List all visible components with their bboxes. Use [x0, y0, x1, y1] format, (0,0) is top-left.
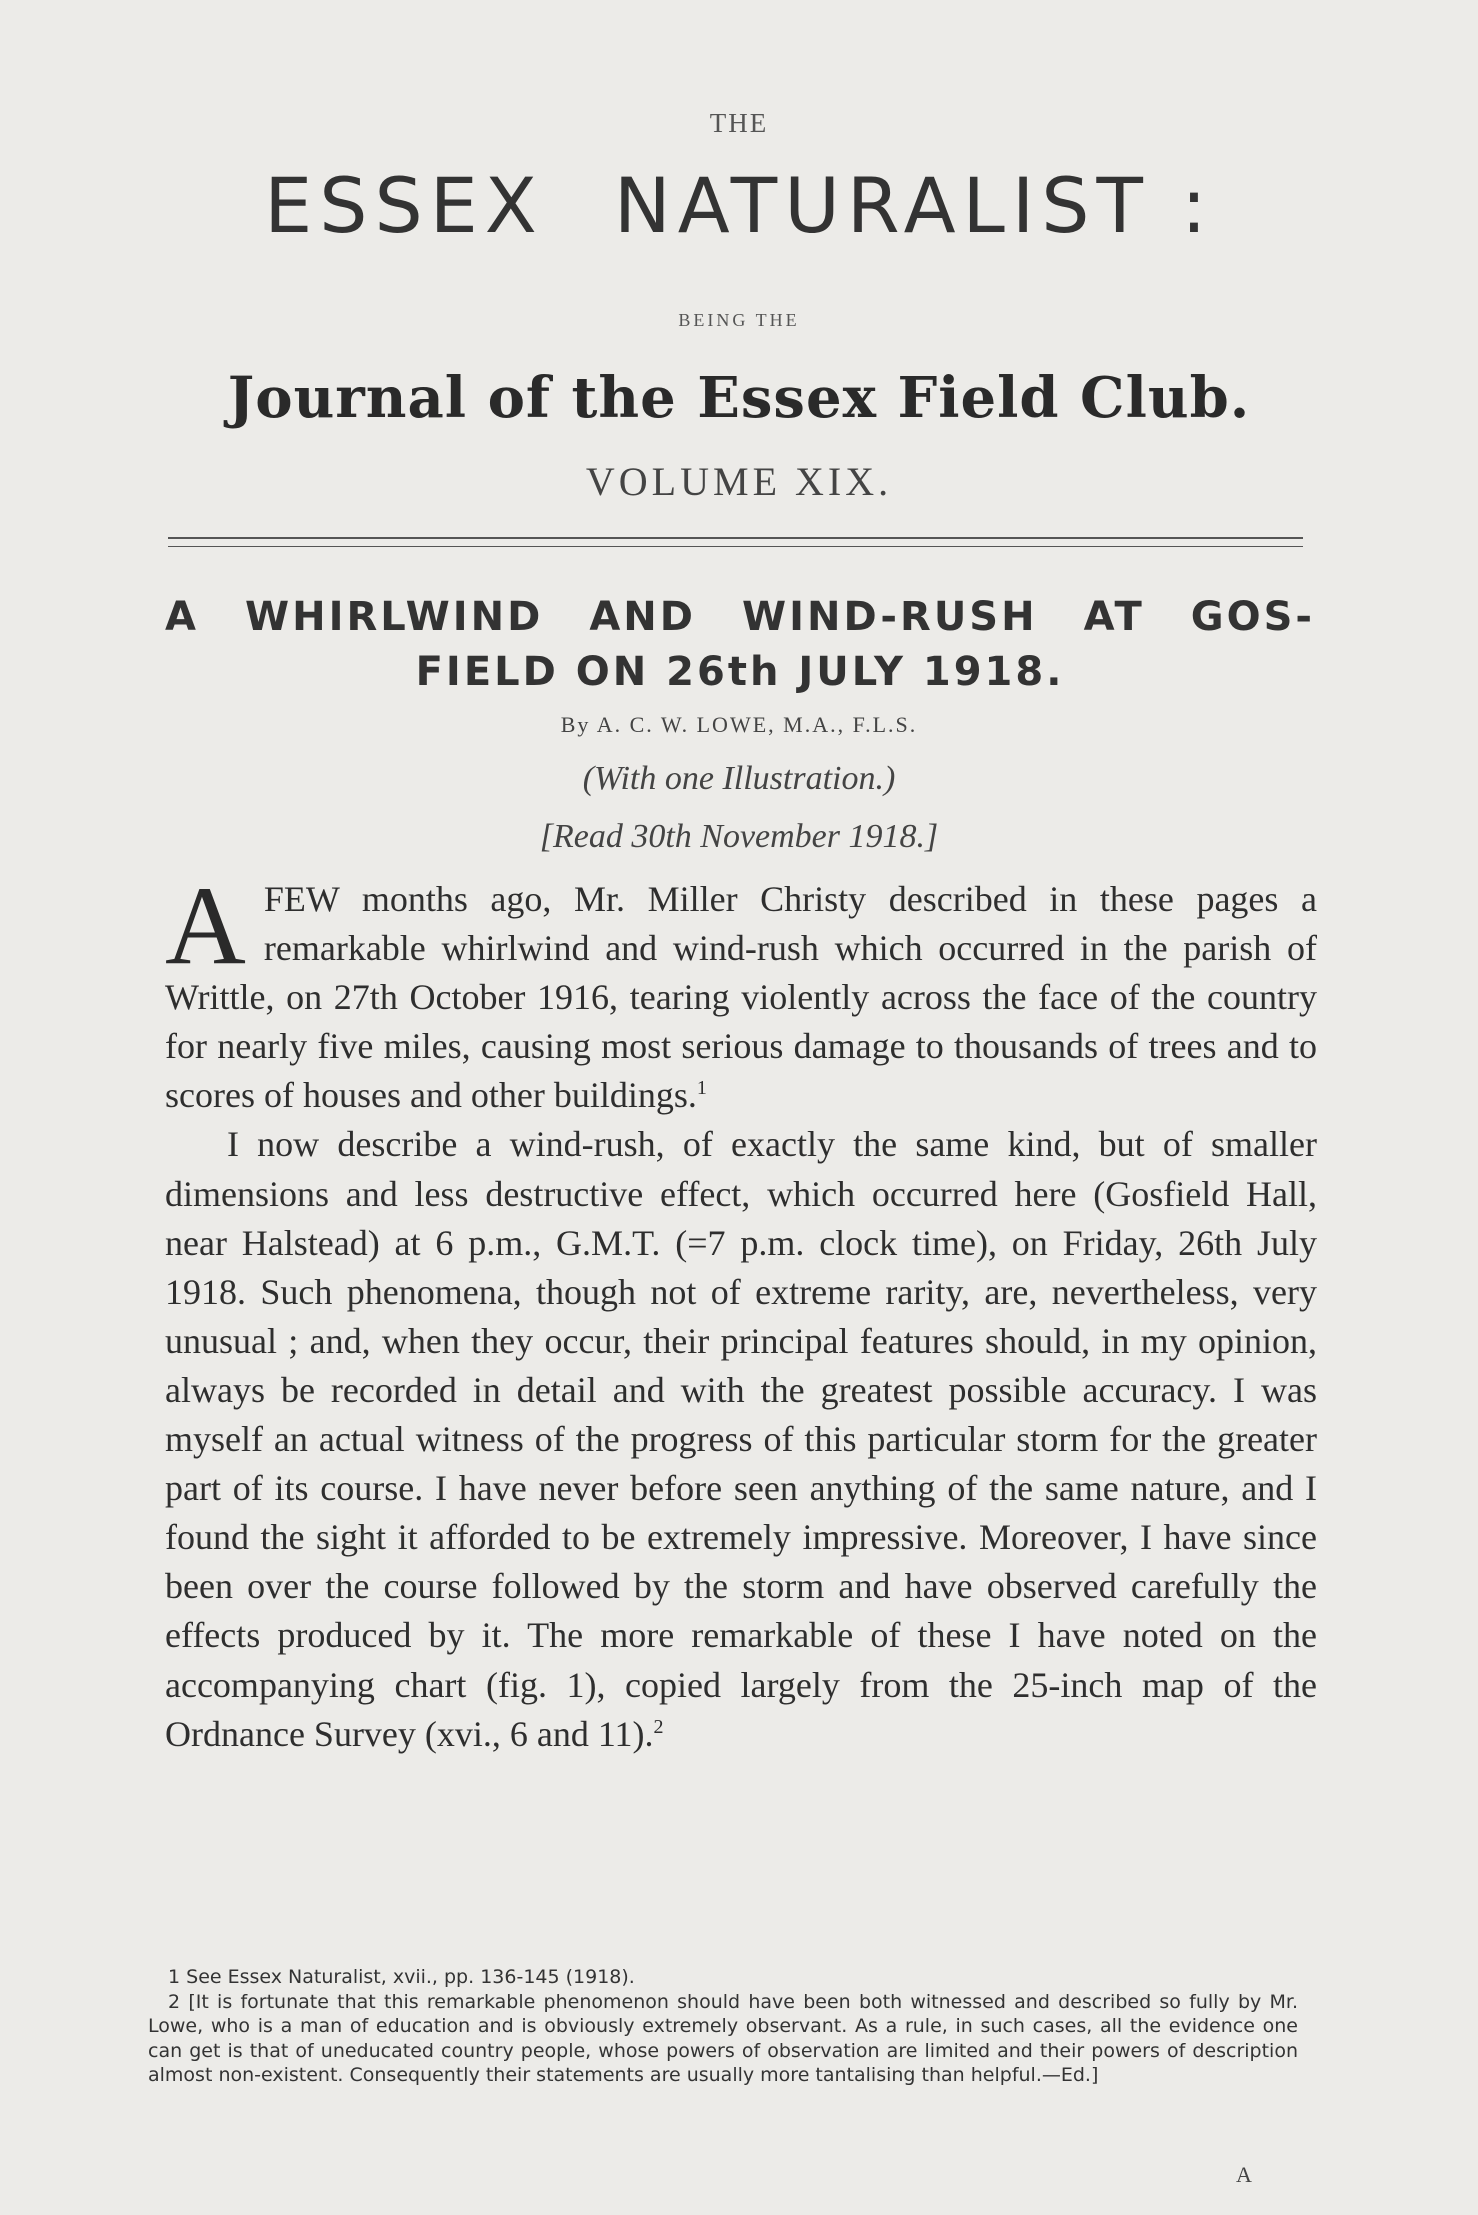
- footnote-ref-1: 1: [696, 1077, 707, 1100]
- drop-cap: A: [165, 864, 246, 988]
- footnote-1: 1 See Essex Naturalist, xvii., pp. 136-145 (1918).: [168, 1966, 635, 1988]
- paragraph-2: [165, 1120, 1317, 1758]
- footnote-2: 2 [It is fortunate that this remarkable phenomenon should have been both witnessed and described so fully by Mr. Lowe, who is a man of education and is obviously extremely observant. As a rule, in such cases, all the evidence one can get is that of uneducated country people, whose powers of observation are limited and their powers of description almost non-existent. Consequently their statements are usually more tantalising than helpful.—Ed.]: [148, 1990, 1298, 2086]
- header-the: THE: [709, 108, 769, 138]
- title-word-naturalist: NATURALIST :: [613, 161, 1214, 250]
- journal-title: [0, 161, 1478, 250]
- title-word-essex: ESSEX: [264, 161, 544, 250]
- article-body: [165, 864, 1317, 1759]
- paragraph-2-text: I now describe a wind-rush, of exactly the same kind, but of smaller dimensions and less destructive effect, which occurred here (Gosfield Hall, near Halstead) at 6 p.m., G.M.T. (=7 p.m. clock time), on Friday, 26th July 1918. Such phenomena, though not of extreme rarity, are, nevertheless, very unusual ; and, when they occur, their principal features should, in my opinion, always be recorded in detail and with the greatest possible accuracy. I was myself an actual witness of the progress of this particular storm for the greater part of its course. I have never before seen anything of the same nature, and I found the sight it afforded to be extremely impressive. Moreover, I have since been over the course followed by the storm and have observed carefully the effects produced by it. The more remarkable of these I have noted on the accompanying chart (fig. 1), copied largely from the 25-inch map of the Ordnance Survey (xvi., 6 and 11).: [165, 1124, 1317, 1754]
- volume-label: VOLUME XIX.: [585, 459, 893, 504]
- journal-subtitle: Journal of the Essex Field Club.: [227, 365, 1251, 431]
- being-the-label: BEING THE: [678, 310, 800, 330]
- paragraph-1: [165, 864, 1317, 1120]
- author-byline: By A. C. W. LOWE, M.A., F.L.S.: [560, 712, 918, 737]
- illustration-note: (With one Illustration.): [582, 760, 896, 797]
- article-title-line-1: A WHIRLWIND AND WIND-RUSH AT GOS-: [165, 594, 1315, 640]
- header-rule-top: [168, 537, 1303, 539]
- article-title-line-2: FIELD ON 26th JULY 1918.: [415, 649, 1065, 695]
- paragraph-1-text: FEW months ago, Mr. Miller Christy described in these pages a remarkable whirlwind and wind-rush which occurred in the parish of Writtle, on 27th October 1916, tearing violently across the face of the country for nearly five miles, causing most serious damage to thousands of trees and to scores of houses and other buildings.: [165, 879, 1317, 1116]
- header-rule-bottom: [168, 546, 1303, 547]
- read-date-note: [Read 30th November 1918.]: [539, 818, 939, 855]
- footnote-ref-2: 2: [653, 1715, 664, 1738]
- signature-mark: A: [1236, 2162, 1252, 2187]
- footnotes: [148, 1965, 1298, 2088]
